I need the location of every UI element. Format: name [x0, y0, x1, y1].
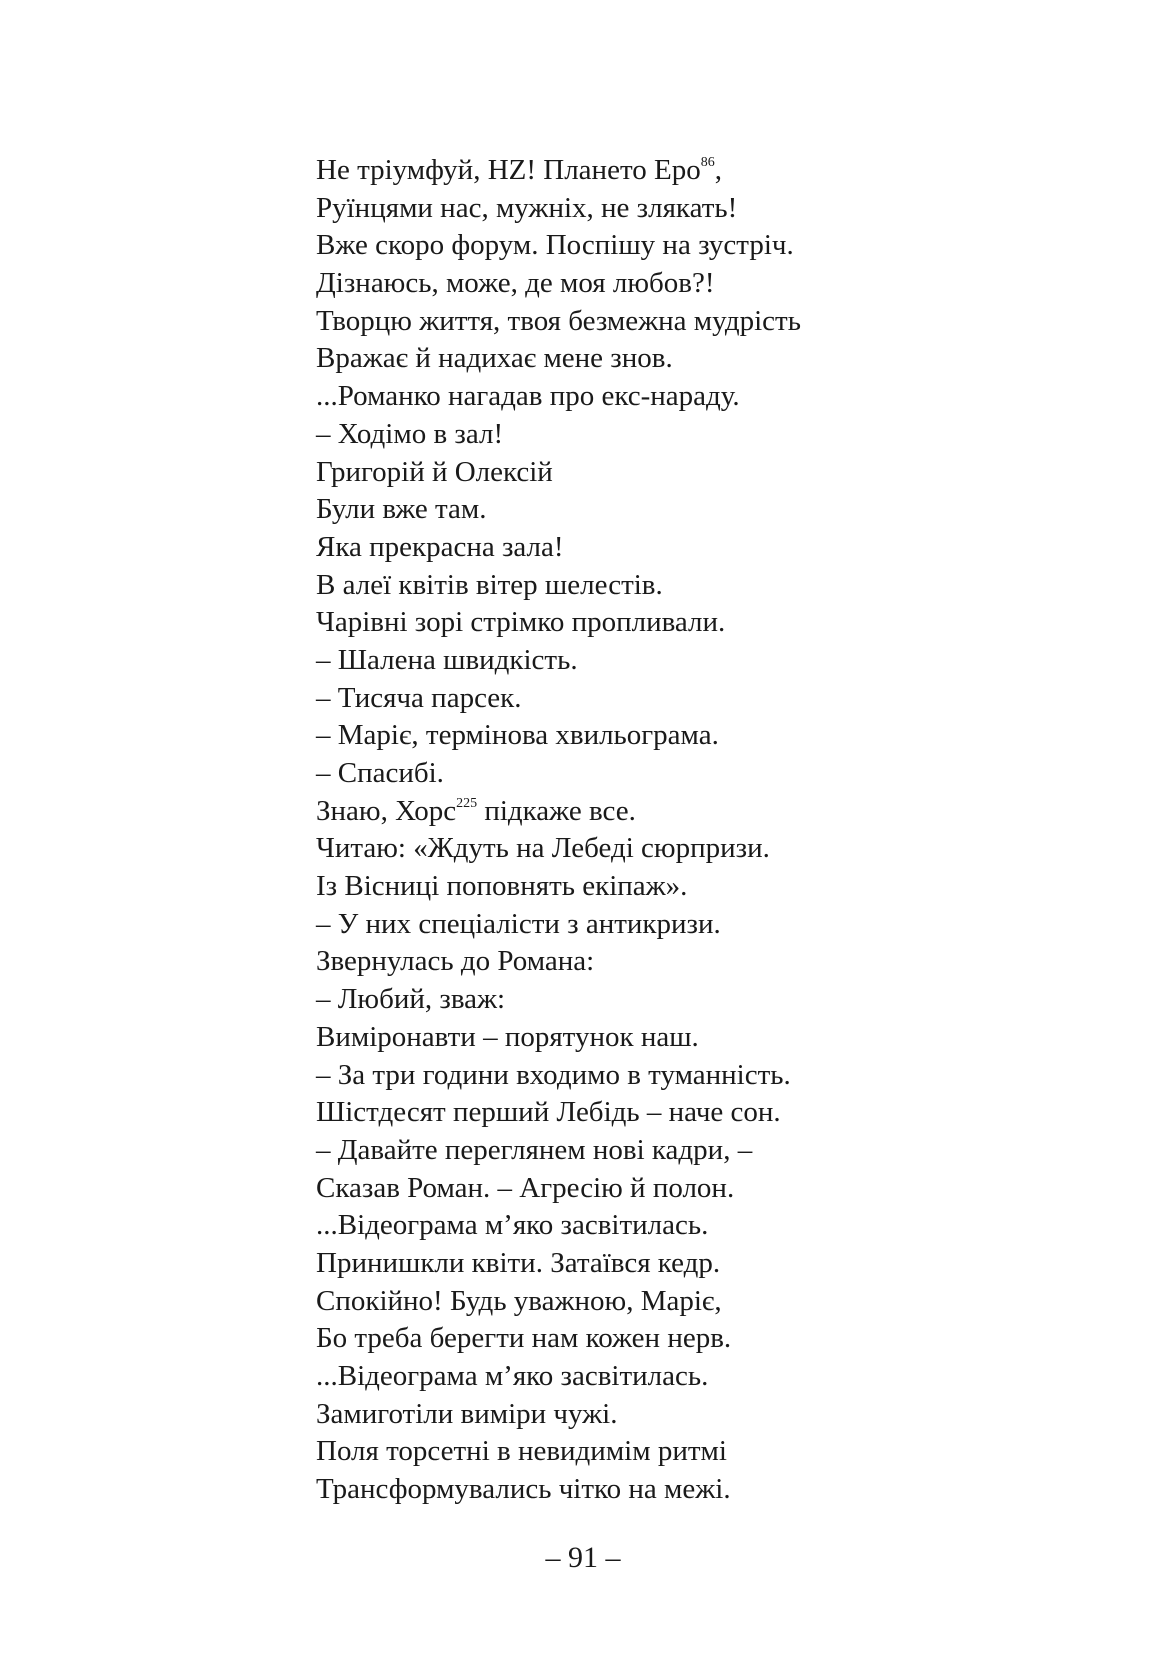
poem-line: – Маріє, термінова хвильограма. — [316, 719, 719, 752]
poem-line: Спокійно! Будь уважною, Маріє, — [316, 1284, 722, 1317]
poem-line: Виміронавти – порятунок наш. — [316, 1020, 699, 1053]
footnote-ref: 86 — [700, 155, 715, 170]
poem-line: Вже скоро форум. Поспішу на зустріч. — [316, 229, 794, 262]
poem-line: Шістдесят перший Лебідь – наче сон. — [316, 1096, 781, 1129]
poem-line: Бо треба берегти нам кожен нерв. — [316, 1322, 732, 1355]
poem-line: Вражає й надихає мене знов. — [316, 342, 673, 375]
poem-line: Знаю, Хорс$^{225}$ підкаже все. — [316, 794, 636, 827]
poem-line: В алеї квітів вітер шелестів. — [316, 568, 663, 601]
poem-line: Трансформувались чітко на межі. — [316, 1473, 731, 1506]
poem-line: Дізнаюсь, може, де моя любов?! — [316, 267, 715, 300]
poem-line: Григорій й Олексій — [316, 455, 553, 488]
poem-line: Чарівні зорі стрімко пропливали. — [316, 606, 726, 639]
page-number: – 91 – — [545, 1541, 621, 1574]
poem-line: – Давайте переглянем нові кадри, – — [316, 1133, 753, 1166]
poem-line: Звернулась до Романа: — [316, 945, 595, 978]
poem-line: Були вже там. — [316, 493, 487, 526]
poem-line: Принишкли квіти. Затаївся кедр. — [316, 1246, 721, 1279]
poem-line: – У них спеціалісти з антикризи. — [316, 907, 721, 940]
poem-line: Читаю: «Ждуть на Лебеді сюрпризи. — [316, 832, 770, 865]
poem-line: ...Відеограма м’яко засвітилась. — [316, 1209, 709, 1242]
poem-line: Сказав Роман. – Агресію й полон. — [316, 1171, 735, 1204]
poem-line: – Шалена швидкість. — [316, 643, 578, 676]
poem-line: – Тисяча парсек. — [316, 681, 522, 714]
poem-line: Замиготіли виміри чужі. — [316, 1397, 618, 1430]
poem-line: ...Відеограма м’яко засвітилась. — [316, 1360, 709, 1392]
poem-line: Творцю життя, твоя безмежна мудрість — [316, 304, 801, 337]
poem-line: Руїнцями нас, мужніх, не злякать! — [316, 191, 738, 224]
footnote-ref: 225 — [456, 795, 478, 811]
poem-line: – Спасибі. — [316, 757, 444, 789]
poem-line: – Ходімо в зал! — [316, 417, 504, 450]
poem-line: – За три години входимо в туманність. — [316, 1058, 791, 1091]
poem-line: Яка прекрасна зала! — [316, 530, 564, 563]
poem-line: Не тріумфуй, HZ! Плането Еро$^{86}$, — [316, 154, 722, 186]
poem-text — [316, 152, 1036, 1509]
poem-line: ...Романко нагадав про екс-нараду. — [316, 380, 740, 413]
poem-line: Поля торсетні в невидимім ритмі — [316, 1435, 727, 1468]
poem-line: – Любий, зваж: — [316, 983, 506, 1016]
poem-line: Із Вісниці поповнять екіпаж». — [316, 870, 688, 903]
